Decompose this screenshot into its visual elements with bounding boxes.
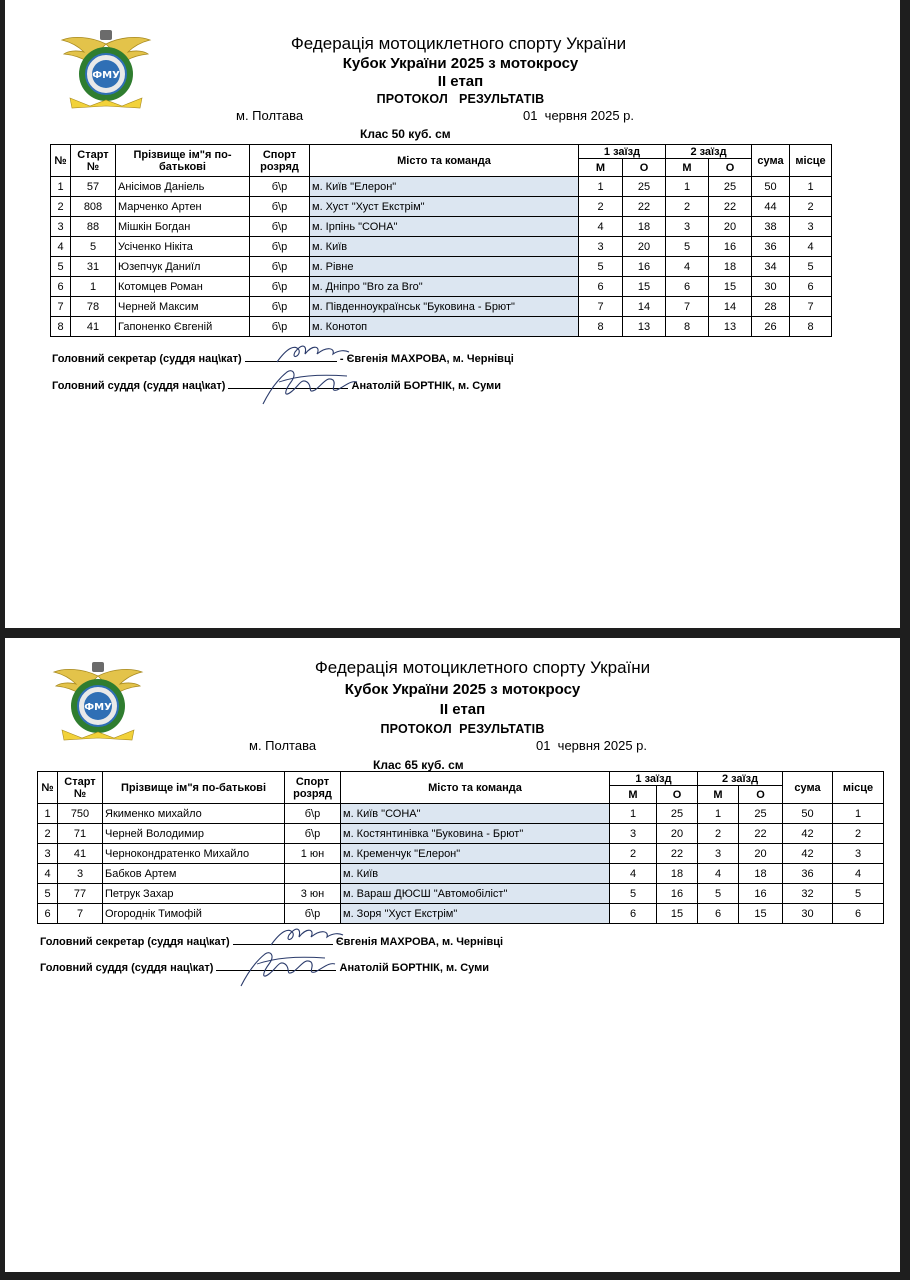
row-num: 1 <box>38 804 58 824</box>
row-name: Усіченко Нікіта <box>116 237 250 257</box>
row-race1-m: 5 <box>579 257 623 277</box>
col-race1-o: О <box>623 159 666 177</box>
row-start: 808 <box>71 197 116 217</box>
row-num: 4 <box>51 237 71 257</box>
protocol-title: ПРОТОКОЛ РЕЗУЛЬТАТІВ <box>380 722 545 736</box>
row-team: м. Дніпро "Bro za Bro" <box>310 277 579 297</box>
cup-title: Кубок України 2025 з мотокросу <box>344 681 581 698</box>
table-row <box>38 884 884 904</box>
row-name: Черней Максим <box>116 297 250 317</box>
row-team: м. Вараш ДЮСШ "Автомобіліст" <box>341 884 610 904</box>
row-race2-o: 15 <box>739 904 783 924</box>
row-race2-m: 2 <box>698 824 739 844</box>
class-title: Клас 50 куб. см <box>360 127 451 141</box>
row-place: 2 <box>833 824 884 844</box>
row-num: 6 <box>51 277 71 297</box>
row-start: 7 <box>58 904 103 924</box>
table-row <box>51 237 832 257</box>
col-num: № <box>38 772 58 804</box>
results-body <box>38 804 884 924</box>
row-place: 5 <box>790 257 832 277</box>
row-start: 41 <box>58 844 103 864</box>
page-separator <box>0 628 910 638</box>
row-num: 7 <box>51 297 71 317</box>
row-team: м. Ірпінь "СОНА" <box>310 217 579 237</box>
judge-signature <box>235 944 345 990</box>
row-place: 4 <box>833 864 884 884</box>
row-race1-m: 4 <box>610 864 657 884</box>
col-start: Старт № <box>71 145 116 177</box>
row-start: 750 <box>58 804 103 824</box>
row-race1-o: 14 <box>623 297 666 317</box>
row-race1-m: 6 <box>610 904 657 924</box>
federation-title: Федерація мотоциклетного спорту України <box>290 34 627 53</box>
row-race2-o: 16 <box>709 237 752 257</box>
col-team: Місто та команда <box>310 145 579 177</box>
row-name: Петрук Захар <box>103 884 285 904</box>
row-team: м. Кременчук "Елерон" <box>341 844 610 864</box>
row-sum: 36 <box>752 237 790 257</box>
row-num: 3 <box>51 217 71 237</box>
row-race2-o: 15 <box>709 277 752 297</box>
row-team: м. Київ "СОНА" <box>341 804 610 824</box>
row-race1-o: 20 <box>623 237 666 257</box>
row-start: 5 <box>71 237 116 257</box>
row-rank: 1 юн <box>285 844 341 864</box>
row-rank: б\р <box>250 217 310 237</box>
row-race1-o: 18 <box>657 864 698 884</box>
col-race2-o: О <box>709 159 752 177</box>
table-row <box>38 804 884 824</box>
row-team: м. Київ <box>341 864 610 884</box>
judge-name: Анатолій БОРТНІК, м. Суми <box>339 962 490 974</box>
row-rank <box>285 864 341 884</box>
col-race1: 1 заїзд <box>579 145 666 159</box>
col-race1: 1 заїзд <box>610 772 698 786</box>
row-race1-o: 15 <box>657 904 698 924</box>
row-race1-m: 2 <box>579 197 623 217</box>
event-place: м. Полтава <box>249 738 317 753</box>
row-rank: б\р <box>250 317 310 337</box>
col-start: Старт № <box>58 772 103 804</box>
col-rank: Спорт розряд <box>285 772 341 804</box>
row-race1-o: 20 <box>657 824 698 844</box>
col-place: місце <box>790 145 832 177</box>
row-race2-m: 6 <box>666 277 709 297</box>
row-race2-o: 20 <box>709 217 752 237</box>
row-team: м. Київ "Елерон" <box>310 177 579 197</box>
secretary-label: Головний секретар (суддя нац\кат) <box>52 353 242 365</box>
row-race2-o: 16 <box>739 884 783 904</box>
row-race2-m: 2 <box>666 197 709 217</box>
row-race2-o: 22 <box>739 824 783 844</box>
row-race2-o: 18 <box>709 257 752 277</box>
row-place: 6 <box>790 277 832 297</box>
row-num: 5 <box>38 884 58 904</box>
row-num: 6 <box>38 904 58 924</box>
row-sum: 50 <box>783 804 833 824</box>
col-name: Прізвище ім"я по-батькові <box>103 772 285 804</box>
row-race1-m: 1 <box>610 804 657 824</box>
row-rank: б\р <box>250 277 310 297</box>
row-sum: 38 <box>752 217 790 237</box>
row-race1-m: 1 <box>579 177 623 197</box>
row-rank: б\р <box>285 824 341 844</box>
row-start: 88 <box>71 217 116 237</box>
row-race2-o: 22 <box>709 197 752 217</box>
row-race1-o: 22 <box>657 844 698 864</box>
row-race1-m: 6 <box>579 277 623 297</box>
row-num: 3 <box>38 844 58 864</box>
row-team: м. Київ <box>310 237 579 257</box>
event-date: 01 червня 2025 р. <box>523 108 635 123</box>
col-race2: 2 заїзд <box>698 772 783 786</box>
screen-frame-bottom <box>0 1272 910 1280</box>
row-team: м. Конотоп <box>310 317 579 337</box>
col-race2-o: О <box>739 786 783 804</box>
row-name: Якименко михайло <box>103 804 285 824</box>
row-name: Юзепчук Даниїл <box>116 257 250 277</box>
col-race1-o: О <box>657 786 698 804</box>
judge-label: Головний суддя (суддя нац\кат) <box>40 962 214 974</box>
class-title: Клас 65 куб. см <box>373 758 464 772</box>
row-start: 31 <box>71 257 116 277</box>
row-place: 4 <box>790 237 832 257</box>
judge-signature <box>257 362 367 408</box>
row-place: 1 <box>790 177 832 197</box>
col-race2-m: М <box>666 159 709 177</box>
results-body <box>51 177 832 337</box>
row-race1-o: 16 <box>657 884 698 904</box>
row-race1-m: 7 <box>579 297 623 317</box>
table-row <box>51 177 832 197</box>
row-race1-o: 25 <box>657 804 698 824</box>
cup-title: Кубок України 2025 з мотокросу <box>342 55 579 72</box>
secretary-signature-line: Головний секретар (суддя нац\кат) - Євгенія МАХРОВА, м. Чернівці <box>52 353 514 365</box>
row-start: 3 <box>58 864 103 884</box>
row-team: м. Хуст "Хуст Екстрім" <box>310 197 579 217</box>
col-race1-m: М <box>610 786 657 804</box>
logo-text: ФМУ <box>92 70 120 81</box>
row-place: 5 <box>833 884 884 904</box>
row-team: м. Костянтинівка "Буковина - Брют" <box>341 824 610 844</box>
row-num: 1 <box>51 177 71 197</box>
row-race2-o: 14 <box>709 297 752 317</box>
col-team: Місто та команда <box>341 772 610 804</box>
table-row <box>38 904 884 924</box>
row-num: 8 <box>51 317 71 337</box>
col-race2-m: М <box>698 786 739 804</box>
row-name: Чернокондратенко Михайло <box>103 844 285 864</box>
row-race1-m: 2 <box>610 844 657 864</box>
results-table <box>50 144 832 337</box>
protocol-page-50cc <box>5 0 900 628</box>
row-start: 77 <box>58 884 103 904</box>
row-race1-o: 18 <box>623 217 666 237</box>
row-race1-m: 4 <box>579 217 623 237</box>
row-sum: 26 <box>752 317 790 337</box>
row-race2-m: 1 <box>666 177 709 197</box>
col-num: № <box>51 145 71 177</box>
col-race1-m: М <box>579 159 623 177</box>
row-race1-o: 25 <box>623 177 666 197</box>
row-start: 78 <box>71 297 116 317</box>
judge-label: Головний суддя (суддя нац\кат) <box>52 380 226 392</box>
row-name: Гапоненко Євгеній <box>116 317 250 337</box>
screen-frame-right <box>900 0 910 1280</box>
table-row <box>51 297 832 317</box>
row-sum: 30 <box>783 904 833 924</box>
col-sum: сума <box>783 772 833 804</box>
row-num: 5 <box>51 257 71 277</box>
event-date: 01 червня 2025 р. <box>536 738 648 753</box>
row-rank: б\р <box>250 237 310 257</box>
row-place: 3 <box>790 217 832 237</box>
protocol-title: ПРОТОКОЛ РЕЗУЛЬТАТІВ <box>376 92 545 106</box>
stage-title: ІІ етап <box>439 701 486 718</box>
results-table <box>37 771 884 924</box>
row-sum: 50 <box>752 177 790 197</box>
row-name: Черней Володимир <box>103 824 285 844</box>
row-race2-o: 13 <box>709 317 752 337</box>
row-num: 2 <box>38 824 58 844</box>
row-name: Марченко Артен <box>116 197 250 217</box>
event-place: м. Полтава <box>236 108 304 123</box>
row-name: Котомцев Роман <box>116 277 250 297</box>
row-race1-o: 16 <box>623 257 666 277</box>
row-race2-o: 25 <box>709 177 752 197</box>
table-row <box>51 277 832 297</box>
row-race2-o: 20 <box>739 844 783 864</box>
table-row <box>51 217 832 237</box>
row-rank: б\р <box>250 297 310 317</box>
row-start: 57 <box>71 177 116 197</box>
row-team: м. Рівне <box>310 257 579 277</box>
row-place: 6 <box>833 904 884 924</box>
row-sum: 42 <box>783 844 833 864</box>
row-race2-m: 3 <box>666 217 709 237</box>
row-rank: 3 юн <box>285 884 341 904</box>
row-race2-m: 5 <box>698 884 739 904</box>
logo-text: ФМУ <box>84 702 112 713</box>
federation-title: Федерація мотоциклетного спорту України <box>314 658 651 677</box>
row-name: Мішкін Богдан <box>116 217 250 237</box>
row-race2-m: 1 <box>698 804 739 824</box>
row-start: 41 <box>71 317 116 337</box>
row-race2-m: 6 <box>698 904 739 924</box>
row-sum: 42 <box>783 824 833 844</box>
col-rank: Спорт розряд <box>250 145 310 177</box>
row-place: 3 <box>833 844 884 864</box>
row-name: Бабков Артем <box>103 864 285 884</box>
row-race2-m: 7 <box>666 297 709 317</box>
row-race1-o: 22 <box>623 197 666 217</box>
row-race1-m: 3 <box>579 237 623 257</box>
protocol-page-65cc <box>5 638 900 1272</box>
table-row <box>38 824 884 844</box>
row-race1-m: 8 <box>579 317 623 337</box>
row-race2-m: 3 <box>698 844 739 864</box>
row-place: 1 <box>833 804 884 824</box>
row-place: 8 <box>790 317 832 337</box>
col-race2: 2 заїзд <box>666 145 752 159</box>
row-sum: 44 <box>752 197 790 217</box>
col-sum: сума <box>752 145 790 177</box>
row-race2-m: 8 <box>666 317 709 337</box>
row-place: 7 <box>790 297 832 317</box>
row-place: 2 <box>790 197 832 217</box>
col-place: місце <box>833 772 884 804</box>
row-race1-m: 3 <box>610 824 657 844</box>
table-row <box>51 197 832 217</box>
table-row <box>38 844 884 864</box>
row-race2-o: 25 <box>739 804 783 824</box>
row-sum: 34 <box>752 257 790 277</box>
row-race2-m: 5 <box>666 237 709 257</box>
row-rank: б\р <box>285 904 341 924</box>
row-rank: б\р <box>250 257 310 277</box>
row-race1-o: 13 <box>623 317 666 337</box>
judge-name: Анатолій БОРТНІК, м. Суми <box>351 380 502 392</box>
row-rank: б\р <box>250 197 310 217</box>
row-name: Огороднік Тимофій <box>103 904 285 924</box>
row-race1-o: 15 <box>623 277 666 297</box>
row-sum: 30 <box>752 277 790 297</box>
secretary-name: Євгенія МАХРОВА, м. Чернівці <box>346 353 514 365</box>
row-start: 1 <box>71 277 116 297</box>
row-rank: б\р <box>285 804 341 824</box>
row-sum: 36 <box>783 864 833 884</box>
secretary-label: Головний секретар (суддя нац\кат) <box>40 936 230 948</box>
table-row <box>38 864 884 884</box>
secretary-name: Євгенія МАХРОВА, м. Чернівці <box>335 936 504 948</box>
row-rank: б\р <box>250 177 310 197</box>
row-start: 71 <box>58 824 103 844</box>
row-num: 2 <box>51 197 71 217</box>
table-row <box>51 257 832 277</box>
row-team: м. Зоря "Хуст Екстрім" <box>341 904 610 924</box>
row-race1-m: 5 <box>610 884 657 904</box>
col-name: Прізвище ім"я по-батькові <box>116 145 250 177</box>
row-race2-m: 4 <box>698 864 739 884</box>
row-sum: 28 <box>752 297 790 317</box>
row-num: 4 <box>38 864 58 884</box>
row-sum: 32 <box>783 884 833 904</box>
row-race2-o: 18 <box>739 864 783 884</box>
row-team: м. Південноукраїнськ "Буковина - Брют" <box>310 297 579 317</box>
stage-title: ІІ етап <box>437 73 484 90</box>
table-row <box>51 317 832 337</box>
row-race2-m: 4 <box>666 257 709 277</box>
row-name: Анісімов Даніель <box>116 177 250 197</box>
